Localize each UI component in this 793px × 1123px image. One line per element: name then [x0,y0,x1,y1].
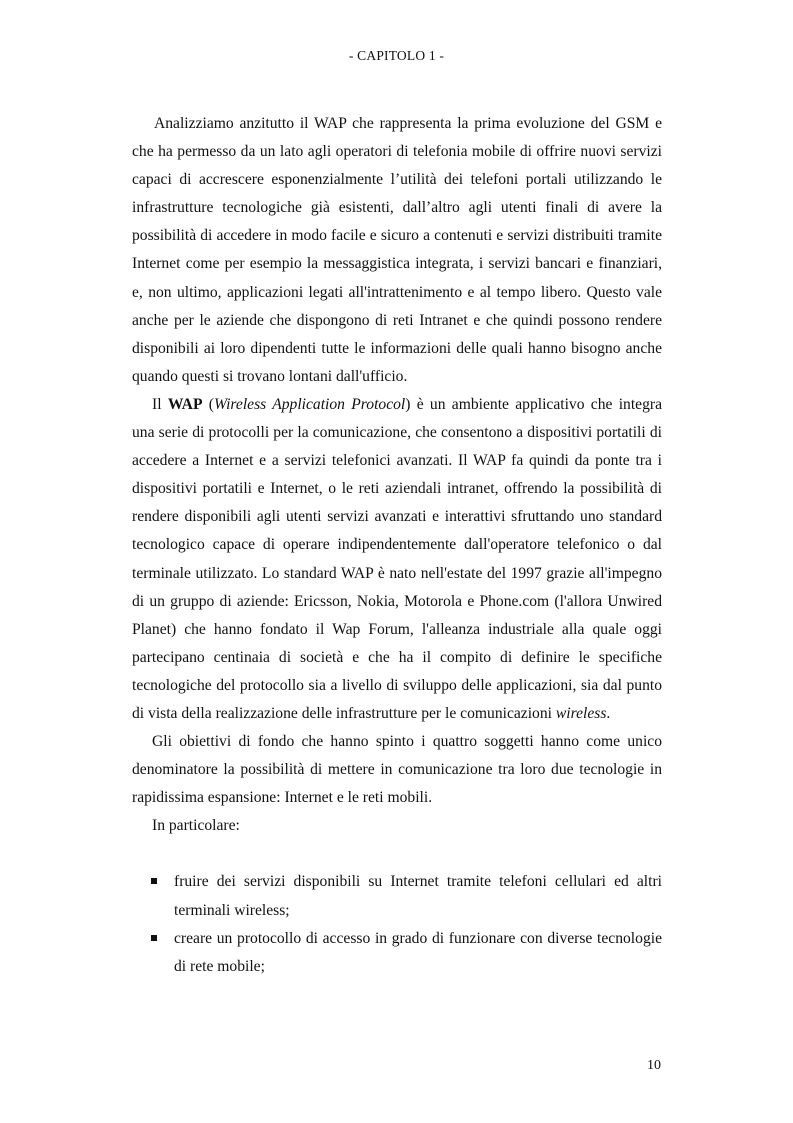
text-run: Il [152,395,168,413]
paragraph-wap-definition [132,391,662,728]
objectives-list [132,868,662,980]
page-number: 10 [647,1058,661,1073]
list-item-text: fruire dei servizi disponibili su Internet tramite telefoni cellulari ed altri terminali wireless; [174,873,662,919]
paragraph-objectives: Gli obiettivi di fondo che hanno spinto i quattro soggetti hanno come unico denominatore la possibilità di mettere in comunicazione tra loro due tecnologie in rapidissima espansione: Internet e le reti mobili. [132,733,662,807]
wap-expansion: Wireless Application Protocol [213,395,406,413]
square-bullet-icon [151,935,157,941]
wap-term: WAP [167,395,203,413]
text-run: ) è un ambiente applicativo che integra una serie di protocolli per la comunicazione, che consentono a dispositivi portatili di accedere a Internet e a servizi telefonici avanzati. Il WAP fa quindi da ponte tra i dispositivi portatili e Internet, o le reti aziendali intranet, offrendo la possibilità di rendere disponibili agli utenti servizi avanzati e interattivi sfruttando uno standard tecnologico capace di operare indipendentemente dall'operatore telefonico o dal terminale utilizzato. Lo standard WAP è nato nell'estate del 1997 grazie all'impegno di un gruppo di aziende: Ericsson, Nokia, Motorola e Phone.com (l'allora Unwired Planet) che hanno fondato il Wap Forum, l'alleanza industriale alla quale oggi partecipano centinaia di società e che ha il compito di definire le specifiche tecnologiche del protocollo sia a livello di sviluppo delle applicazioni, sia dal punto di vista della realizzazione delle infrastrutture per le comunicazioni [132,395,663,722]
list-item [132,925,662,981]
text-run: ( [202,395,214,413]
spacer [132,840,662,868]
list-item [132,868,662,924]
list-item-text: creare un protocollo di accesso in grado di funzionare con diverse tecnologie di rete mobile; [174,929,662,975]
square-bullet-icon [151,878,157,884]
wireless-term: wireless [555,704,607,722]
paragraph-wap-intro: Analizziamo anzitutto il WAP che rappresenta la prima evoluzione del GSM e che ha permesso da un lato agli operatori di telefonia mobile di offrire nuovi servizi capaci di accrescere esponenzialmente l’utilità dei telefoni portali utilizzando le infrastrutture tecnologiche già esistenti, dall’altro agli utenti finali di avere la possibilità di accedere in modo facile e sicuro a contenuti e servizi distribuiti tramite Internet come per esempio la messaggistica integrata, i servizi bancari e finanziari, e, non ultimo, applicazioni legati all'intrattenimento e al tempo libero. Questo vale anche per le aziende che dispongono di reti Intranet e che quindi possono rendere disponibili ai loro dipendenti tutte le informazioni delle quali hanno bisogno anche quando questi si trovano lontani dall'ufficio. [132,115,662,385]
chapter-header: - CAPITOLO 1 - [348,48,445,63]
text-run: . [606,704,611,722]
paragraph-in-particolare: In particolare: [152,817,240,835]
page-body [132,110,662,981]
